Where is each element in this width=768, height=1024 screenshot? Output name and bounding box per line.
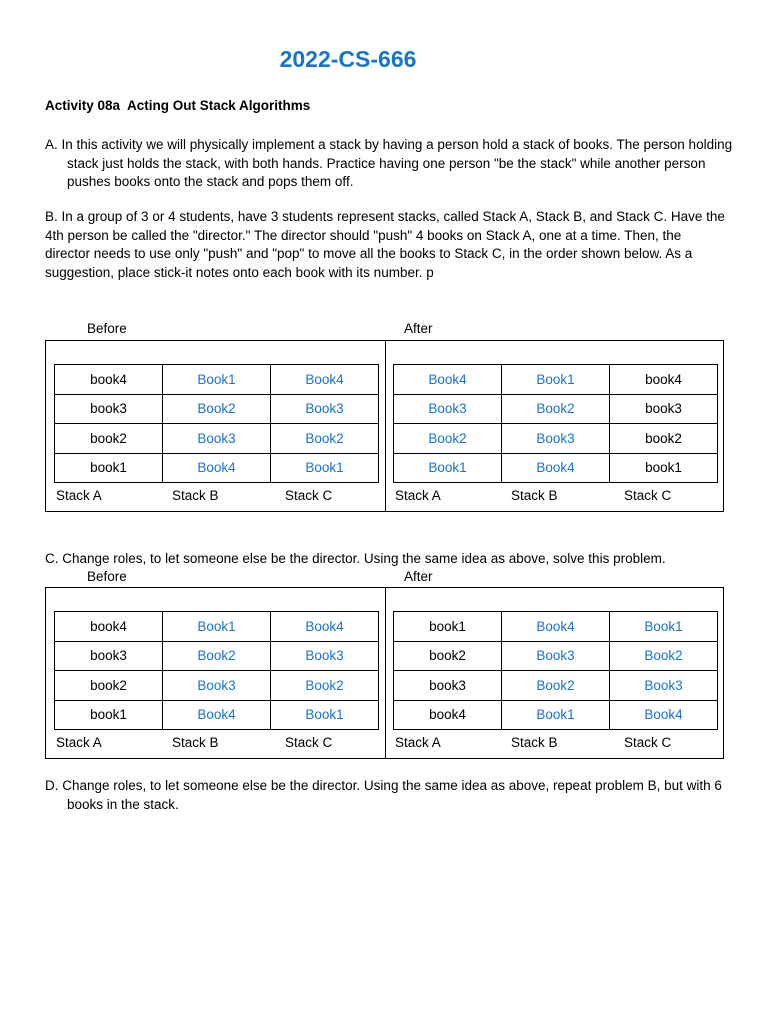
table-cell: Book4 bbox=[394, 365, 502, 395]
table-cell: book1 bbox=[610, 453, 718, 483]
stack-c-label: Stack C bbox=[624, 488, 672, 503]
table-cell: Book1 bbox=[394, 453, 502, 483]
table-cell: Book1 bbox=[163, 612, 271, 642]
table-cell: Book3 bbox=[271, 641, 379, 671]
table-cell: Book3 bbox=[271, 394, 379, 424]
table-cell: Book3 bbox=[163, 424, 271, 454]
table-cell: Book1 bbox=[163, 365, 271, 395]
activity-heading: Activity 08a Acting Out Stack Algorithms bbox=[45, 98, 311, 113]
after-label-b: After bbox=[404, 321, 433, 336]
before-table-c bbox=[54, 611, 379, 730]
table-cell: Book3 bbox=[502, 424, 610, 454]
stack-b-label: Stack B bbox=[511, 735, 558, 750]
table-cell: book4 bbox=[55, 612, 163, 642]
table-cell: book3 bbox=[55, 641, 163, 671]
table-cell: Book3 bbox=[394, 394, 502, 424]
table-row bbox=[55, 700, 379, 730]
before-label-b: Before bbox=[87, 321, 127, 336]
table-cell: Book2 bbox=[271, 424, 379, 454]
table-row bbox=[55, 453, 379, 483]
after-table-b bbox=[393, 364, 718, 483]
table-cell: book2 bbox=[55, 671, 163, 701]
table-cell: book2 bbox=[610, 424, 718, 454]
table-row bbox=[394, 365, 718, 395]
document-title: 2022-CS-666 bbox=[279, 46, 417, 72]
table-row bbox=[394, 612, 718, 642]
table-row bbox=[55, 671, 379, 701]
before-label-c: Before bbox=[87, 569, 127, 584]
table-row bbox=[394, 394, 718, 424]
table-cell: Book1 bbox=[502, 365, 610, 395]
table-cell: Book2 bbox=[610, 641, 718, 671]
stack-c-label: Stack C bbox=[285, 735, 333, 750]
table-cell: book3 bbox=[55, 394, 163, 424]
table-row bbox=[55, 394, 379, 424]
table-row bbox=[394, 424, 718, 454]
table-cell: Book2 bbox=[163, 641, 271, 671]
table-row bbox=[394, 671, 718, 701]
stack-b-label: Stack B bbox=[172, 735, 219, 750]
table-row bbox=[394, 641, 718, 671]
table-cell: Book1 bbox=[271, 700, 379, 730]
after-table-c bbox=[393, 611, 718, 730]
table-cell: Book4 bbox=[610, 700, 718, 730]
table-cell: book2 bbox=[394, 641, 502, 671]
table-cell: Book3 bbox=[163, 671, 271, 701]
table-row bbox=[394, 700, 718, 730]
table-cell: Book2 bbox=[394, 424, 502, 454]
paragraph-d: D. Change roles, to let someone else be the director. Using the same idea as above, repeat problem B, but with 6 books in the stack. bbox=[45, 778, 722, 812]
table-cell: book4 bbox=[55, 365, 163, 395]
table-row bbox=[55, 365, 379, 395]
table-cell: Book2 bbox=[502, 394, 610, 424]
table-cell: Book3 bbox=[610, 671, 718, 701]
table-cell: Book4 bbox=[502, 453, 610, 483]
table-cell: Book3 bbox=[502, 641, 610, 671]
table-row bbox=[394, 453, 718, 483]
stack-a-label: Stack A bbox=[56, 735, 102, 750]
table-cell: book1 bbox=[55, 700, 163, 730]
table-cell: Book4 bbox=[271, 612, 379, 642]
paragraph-c: C. Change roles, to let someone else be the director. Using the same idea as above, solve this problem. bbox=[45, 551, 666, 566]
table-cell: Book4 bbox=[163, 453, 271, 483]
paragraph-a: A. In this activity we will physically implement a stack by having a person hold a stack of books. The person holding stack just holds the stack, with both hands. Practice having one person "be the stack" while another person pushes books onto the stack and pops them off. bbox=[45, 137, 733, 189]
after-label-c: After bbox=[404, 569, 433, 584]
table-cell: book1 bbox=[55, 453, 163, 483]
stack-c-label: Stack C bbox=[285, 488, 333, 503]
table-row bbox=[55, 641, 379, 671]
table-cell: Book1 bbox=[271, 453, 379, 483]
stack-a-label: Stack A bbox=[395, 488, 441, 503]
table-cell: book3 bbox=[610, 394, 718, 424]
table-cell: book2 bbox=[55, 424, 163, 454]
stack-a-label: Stack A bbox=[395, 735, 441, 750]
table-cell: Book4 bbox=[502, 612, 610, 642]
table-row bbox=[55, 612, 379, 642]
stack-c-label: Stack C bbox=[624, 735, 672, 750]
table-cell: book1 bbox=[394, 612, 502, 642]
table-cell: Book4 bbox=[271, 365, 379, 395]
stack-b-label: Stack B bbox=[511, 488, 558, 503]
table-cell: Book2 bbox=[502, 671, 610, 701]
table-cell: Book2 bbox=[271, 671, 379, 701]
table-cell: book4 bbox=[394, 700, 502, 730]
table-row bbox=[55, 424, 379, 454]
table-cell: Book2 bbox=[163, 394, 271, 424]
stack-b-label: Stack B bbox=[172, 488, 219, 503]
before-table-b bbox=[54, 364, 379, 483]
table-cell: Book1 bbox=[502, 700, 610, 730]
stack-a-label: Stack A bbox=[56, 488, 102, 503]
table-cell: Book4 bbox=[163, 700, 271, 730]
paragraph-b: B. In a group of 3 or 4 students, have 3 students represent stacks, called Stack A, Stack B, and Stack C. Have the 4th person be called the "director." The director should "push" 4 books on Stack A, one at a time. Then, the director needs to use only "push" and "pop" to move all the books to Stack C, in the order shown below. As a suggestion, place stick-it notes onto each book with its number. p bbox=[45, 209, 725, 280]
table-cell: Book1 bbox=[610, 612, 718, 642]
table-cell: book4 bbox=[610, 365, 718, 395]
table-cell: book3 bbox=[394, 671, 502, 701]
